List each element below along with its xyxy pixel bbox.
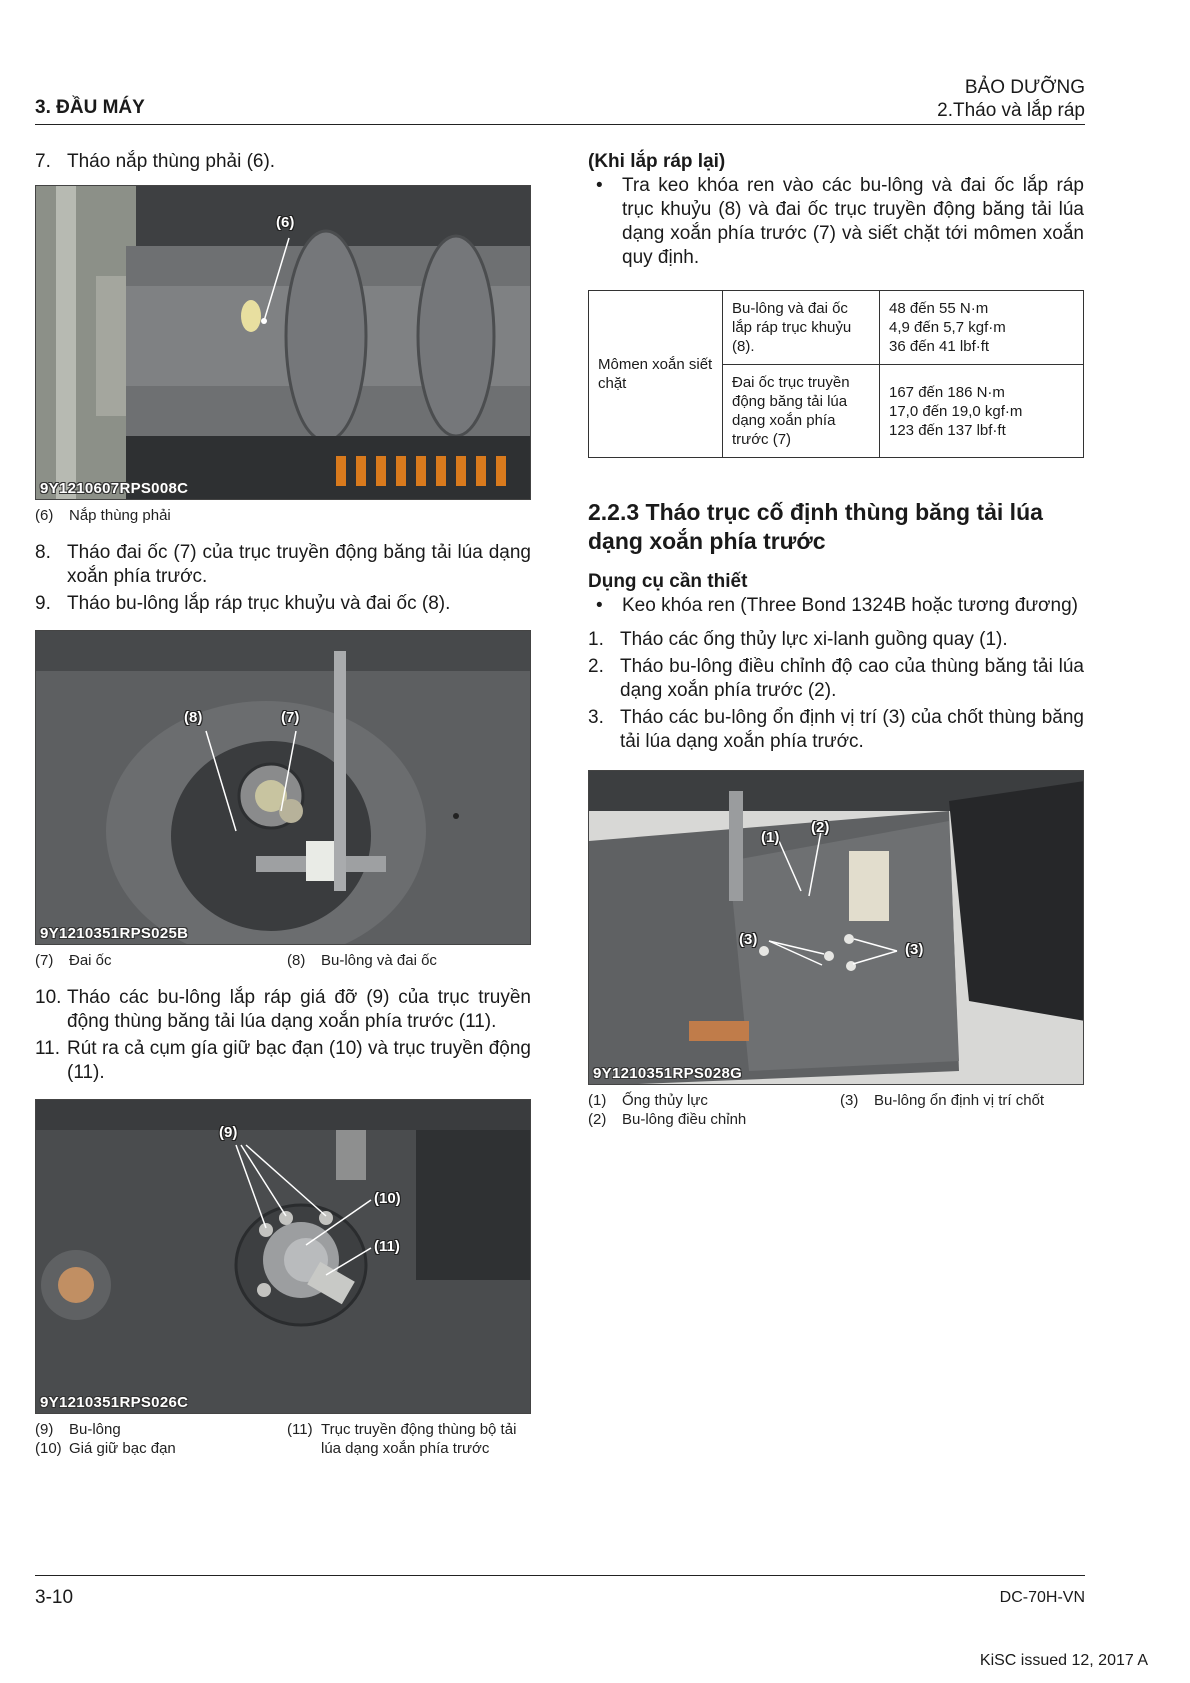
callout-2: (2) xyxy=(811,819,830,836)
caption-col xyxy=(35,1420,287,1458)
caption-item: (3) Bu-lông ổn định vị trí chốt xyxy=(840,1092,1045,1109)
callout-7: (7) xyxy=(281,709,300,726)
right-column xyxy=(588,150,1084,1129)
torque-table xyxy=(588,290,1084,458)
page-number: 3-10 xyxy=(35,1587,74,1608)
callout-6: (6) xyxy=(276,214,295,231)
tools-heading: Dụng cụ cần thiết xyxy=(588,571,748,592)
shaft-illustration xyxy=(36,631,531,945)
caption-item: (6) Nắp thùng phải xyxy=(35,507,171,524)
photo-shaft-nut xyxy=(35,630,531,945)
step-1: 1. Tháo các ống thủy lực xi-lanh guồng quay (1). xyxy=(588,629,1008,650)
caption-item: (9) Bu-lông xyxy=(35,1421,121,1438)
photo-code: 9Y1210351RPS028G xyxy=(593,1065,743,1082)
torque-item-1: Bu-lông và đai ốc lắp ráp trục khuỷu (8). xyxy=(723,291,880,365)
callout-3-left: (3) xyxy=(739,931,758,948)
photo-code: 9Y1210607RPS008C xyxy=(40,480,189,497)
photo-bearing-holder xyxy=(35,1099,531,1414)
tools-bullet: • Keo khóa ren (Three Bond 1324B hoặc tương đương) xyxy=(596,595,1078,616)
torque-row-label: Mômen xoắn siết chặt xyxy=(589,291,723,458)
caption-item: (7) Đai ốc xyxy=(35,952,112,969)
caption-col xyxy=(588,1091,840,1129)
bearing-illustration xyxy=(36,1100,531,1414)
step-9: 9. Tháo bu-lông lắp ráp trục khuỷu và đai ốc (8). xyxy=(35,593,451,614)
step-8: 8. Tháo đai ốc (7) của trục truyền động băng tải lúa dạng xoắn phía trước. xyxy=(35,542,531,587)
hopper-illustration xyxy=(589,771,1084,1085)
caption-photo4 xyxy=(588,1091,1084,1129)
photo-hopper-bolts xyxy=(588,770,1084,1085)
step-3: 3. Tháo các bu-lông ổn định vị trí (3) của chốt thùng băng tải lúa dạng xoắn phía trước. xyxy=(588,707,1084,752)
section-header xyxy=(937,76,1085,122)
reassembly-heading: (Khi lắp ráp lại) xyxy=(588,151,726,172)
caption-item: (10) Giá giữ bạc đạn xyxy=(35,1440,176,1457)
step-7: 7. Tháo nắp thùng phải (6). xyxy=(35,151,276,172)
photo-auger xyxy=(35,185,531,500)
chapter-title: 3. ĐẦU MÁY xyxy=(35,97,145,118)
callout-9: (9) xyxy=(219,1124,238,1141)
callout-10: (10) xyxy=(374,1190,401,1207)
torque-value-2: 167 đến 186 N·m 17,0 đến 19,0 kgf·m 123 đến 137 lbf·ft xyxy=(880,365,1084,458)
left-column xyxy=(35,150,531,1458)
section-title: 2.2.3 Tháo trục cố định thùng băng tải lúa dạng xoắn phía trước xyxy=(588,499,1043,554)
step-2: 2. Tháo bu-lông điều chỉnh độ cao của thùng băng tải lúa dạng xoắn phía trước (2). xyxy=(588,656,1084,701)
caption-photo1 xyxy=(35,506,531,525)
caption-photo3 xyxy=(35,1420,531,1458)
steps-list xyxy=(588,628,1084,754)
caption-item: (11) Trục truyền động thùng bộ tải lúa dạng xoắn phía trước xyxy=(287,1421,517,1457)
step-10: 10. Tháo các bu-lông lắp ráp giá đỡ (9) của trục truyền động thùng băng tải lúa dạng xoắn phía trước (11). xyxy=(35,987,531,1032)
caption-item: (1) Ống thủy lực xyxy=(588,1092,708,1109)
step-11: 11. Rút ra cả cụm gía giữ bạc đạn (10) và trục truyền động (11). xyxy=(35,1038,531,1083)
reassembly-bullet: • Tra keo khóa ren vào các bu-lông và đai ốc lắp ráp trục khuỷu (8) và đai ốc trục truyền động băng tải lúa dạng xoắn phía trước (7) và siết chặt tới mômen xoắn quy định. xyxy=(596,175,1084,268)
header-rule xyxy=(35,124,1085,125)
caption-photo2 xyxy=(35,951,531,970)
torque-item-2: Đai ốc trục truyền động băng tải lúa dạng xoắn phía trước (7) xyxy=(723,365,880,458)
caption-item: (2) Bu-lông điều chỉnh xyxy=(588,1111,747,1128)
auger-illustration xyxy=(36,186,531,500)
caption-item: (8) Bu-lông và đai ốc xyxy=(287,952,437,969)
photo-code: 9Y1210351RPS025B xyxy=(40,925,189,942)
footer-rule xyxy=(35,1575,1085,1576)
callout-8: (8) xyxy=(184,709,203,726)
callout-1: (1) xyxy=(761,829,780,846)
torque-value-1: 48 đến 55 N·m 4,9 đến 5,7 kgf·m 36 đến 41 lbf·ft xyxy=(880,291,1084,365)
photo-code: 9Y1210351RPS026C xyxy=(40,1394,189,1411)
callout-11: (11) xyxy=(374,1238,400,1255)
callout-3-right: (3) xyxy=(905,941,924,958)
issued-note: KiSC issued 12, 2017 A xyxy=(979,1652,1148,1669)
section-top: BẢO DƯỠNG xyxy=(964,77,1085,98)
section-sub: 2.Tháo và lắp ráp xyxy=(937,100,1085,121)
document-code: DC-70H-VN xyxy=(999,1589,1085,1606)
